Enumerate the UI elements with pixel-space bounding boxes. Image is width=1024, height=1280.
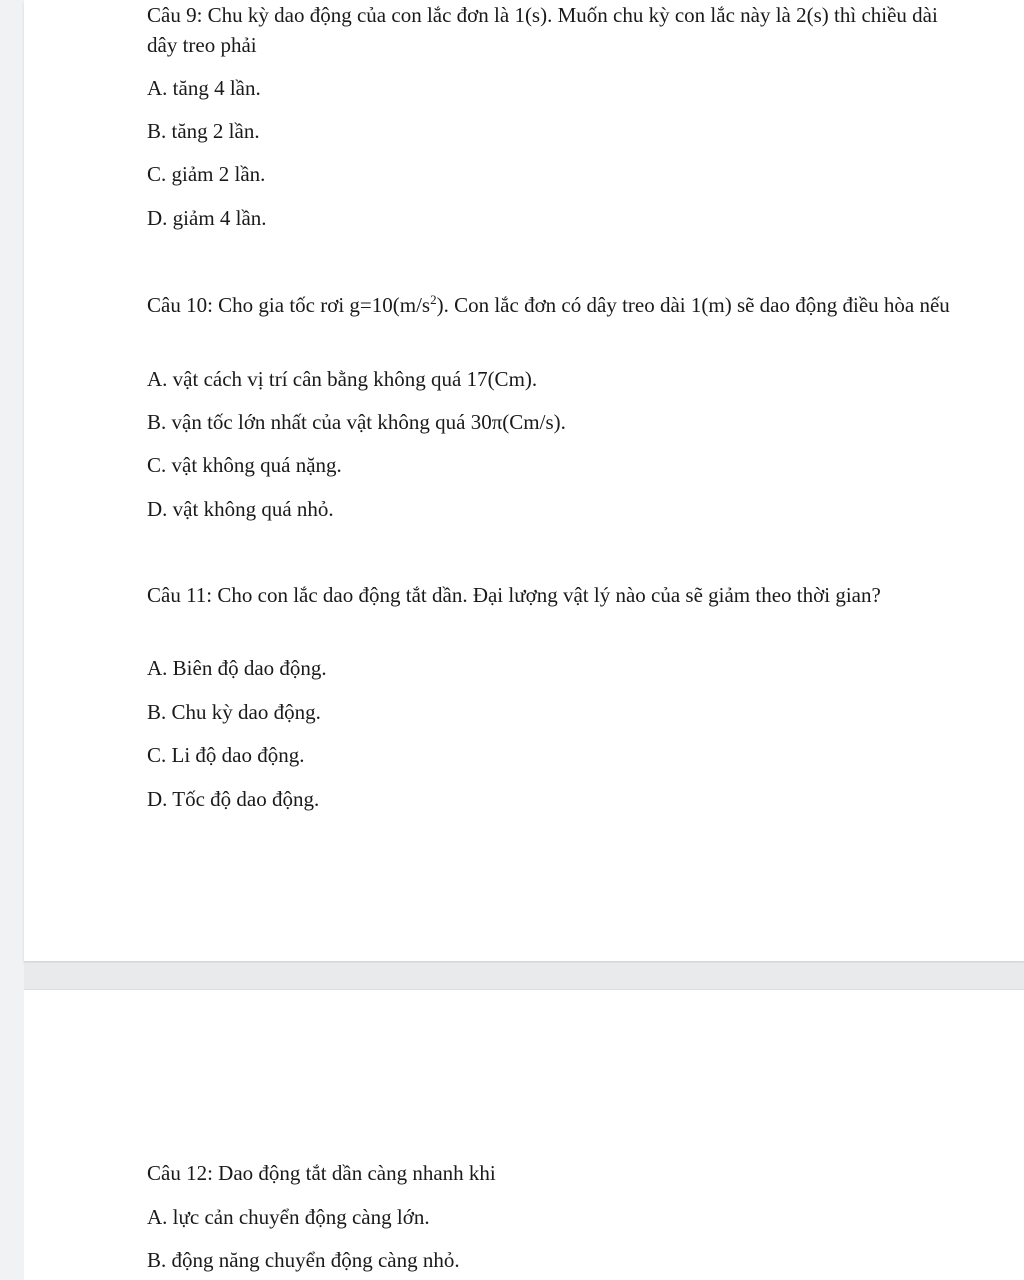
question-11-option-a[interactable]: A. Biên độ dao động.	[147, 656, 327, 680]
question-11-stem: Câu 11: Cho con lắc dao động tắt dần. Đại lượng vật lý nào của sẽ giảm theo thời gian?	[147, 583, 881, 607]
question-9-option-d[interactable]: D. giảm 4 lần.	[147, 206, 267, 230]
question-12-option-b[interactable]: B. động năng chuyển động càng nhỏ.	[147, 1248, 460, 1272]
question-10-option-c[interactable]: C. vật không quá nặng.	[147, 453, 342, 477]
document-page-1	[24, 0, 1024, 962]
question-12-stem: Câu 12: Dao động tắt dần càng nhanh khi	[147, 1161, 496, 1185]
question-9-stem: Câu 9: Chu kỳ dao động của con lắc đơn là 1(s). Muốn chu kỳ con lắc này là 2(s) thì chiều dài dây treo phải	[147, 3, 938, 57]
question-10-stem-end: ). Con lắc đơn có dây treo dài 1(m) sẽ dao động điều hòa nếu	[436, 293, 950, 317]
document-page-2	[24, 989, 1024, 1280]
question-11-option-c[interactable]: C. Li độ dao động.	[147, 743, 305, 767]
question-12-option-a[interactable]: A. lực cản chuyển động càng lớn.	[147, 1205, 430, 1229]
question-10-stem-exponent: 2	[430, 292, 437, 307]
question-9-option-c[interactable]: C. giảm 2 lần.	[147, 162, 266, 186]
question-10-stem	[147, 290, 967, 320]
question-10-stem-start: Câu 10: Cho gia tốc rơi g=10(m/s	[147, 293, 431, 317]
question-9-option-b[interactable]: B. tăng 2 lần.	[147, 119, 260, 143]
page-separator	[24, 963, 1024, 989]
question-10-option-d[interactable]: D. vật không quá nhỏ.	[147, 497, 334, 521]
question-9-option-a[interactable]: A. tăng 4 lần.	[147, 76, 261, 100]
question-11-option-d[interactable]: D. Tốc độ dao động.	[147, 787, 320, 811]
question-12	[147, 1158, 967, 1272]
question-9	[147, 0, 967, 230]
question-10-option-b[interactable]: B. vận tốc lớn nhất của vật không quá 30π(Cm/s).	[147, 410, 566, 434]
question-11-option-b[interactable]: B. Chu kỳ dao động.	[147, 700, 321, 724]
question-11	[147, 580, 967, 811]
question-10-option-a[interactable]: A. vật cách vị trí cân bằng không quá 17(Cm).	[147, 367, 538, 391]
question-10	[147, 290, 967, 521]
